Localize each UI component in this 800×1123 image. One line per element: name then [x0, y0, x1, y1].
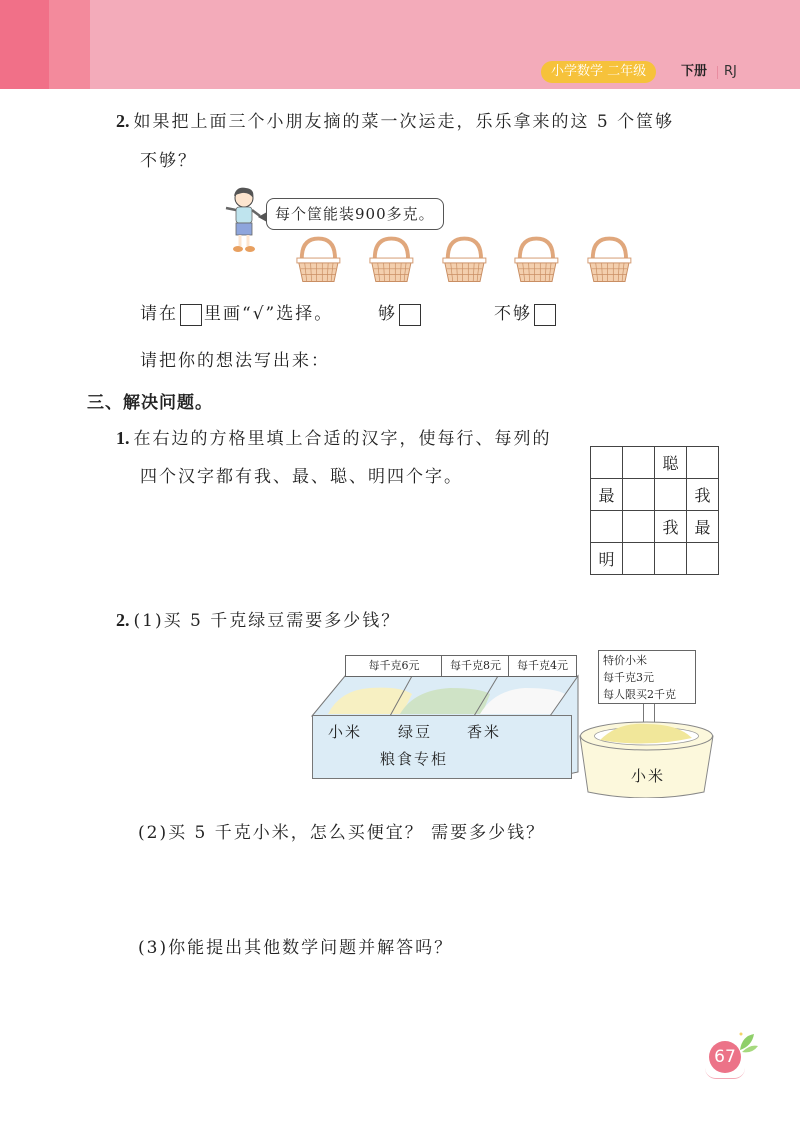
header-divider	[717, 66, 718, 79]
grid-cell[interactable]	[591, 447, 623, 479]
question-number: 2.	[116, 111, 130, 131]
s3-question-1-line2: 四个汉字都有我、最、聪、明四个字。	[140, 467, 463, 487]
section-title: 三、解决问题。	[87, 393, 213, 413]
basket-icon	[585, 236, 634, 284]
question-text: (1)买 5 千克绿豆需要多少钱？	[133, 611, 401, 631]
s3-question-1-line1	[116, 427, 552, 450]
question-2-line2: 不够？	[140, 151, 197, 171]
page-number: 67	[709, 1041, 741, 1073]
edition-label: RJ	[724, 64, 737, 79]
subject-grade-badge: 小学数学 二年级	[541, 61, 656, 83]
grid-cell[interactable]	[655, 479, 687, 511]
question-2-line1	[116, 110, 674, 133]
grid-cell[interactable]: 明	[591, 543, 623, 575]
character-grid	[590, 446, 719, 575]
basket-icon	[294, 236, 343, 284]
grid-cell[interactable]: 聪	[655, 447, 687, 479]
example-box	[180, 304, 202, 326]
bin-label-millet: 小米	[328, 723, 363, 741]
grid-cell[interactable]	[687, 447, 719, 479]
bin-label-fragrant-rice: 香米	[467, 723, 502, 741]
question-number: 2.	[116, 610, 130, 630]
page-header	[0, 0, 800, 89]
grid-cell[interactable]	[623, 511, 655, 543]
grid-cell[interactable]	[623, 543, 655, 575]
tub-label: 小米	[631, 767, 666, 785]
page-number-underline	[705, 1068, 745, 1079]
s3-question-2-part3: (3)你能提出其他数学问题并解答吗？	[138, 938, 454, 958]
basket-icon	[440, 236, 489, 284]
volume-label: 下册	[681, 64, 708, 79]
grid-cell[interactable]	[623, 479, 655, 511]
enough-checkbox[interactable]	[399, 304, 421, 326]
grid-cell[interactable]: 最	[591, 479, 623, 511]
not-enough-checkbox[interactable]	[534, 304, 556, 326]
counter-label: 粮食专柜	[380, 750, 449, 768]
instruction-text: 请在	[140, 304, 178, 324]
option-label: 够	[378, 304, 397, 324]
question-text: 在右边的方格里填上合适的汉字，使每行、每列的	[133, 429, 552, 449]
grid-cell[interactable]: 我	[655, 511, 687, 543]
question-number: 1.	[116, 428, 130, 448]
grid-cell[interactable]: 最	[687, 511, 719, 543]
basket-row	[294, 236, 634, 284]
header-strip-dark	[0, 0, 49, 89]
header-strip-mid	[49, 0, 90, 89]
checkbox-instruction	[140, 303, 333, 326]
speech-bubble: 每个筐能装900多克。	[266, 198, 444, 230]
question-text: 如果把上面三个小朋友摘的菜一次运走，乐乐拿来的这 5 个筐够	[133, 112, 675, 132]
grid-cell[interactable]: 我	[687, 479, 719, 511]
grid-cell[interactable]	[687, 543, 719, 575]
sign-line: 特价小米	[603, 654, 647, 667]
millet-tub-icon	[578, 720, 715, 798]
price-tag-millet: 每千克6元	[345, 655, 443, 677]
basket-icon	[367, 236, 416, 284]
option-enough	[378, 303, 423, 326]
price-tag-fragrant-rice: 每千克4元	[508, 655, 577, 677]
write-prompt: 请把你的想法写出来：	[140, 351, 330, 371]
grid-cell[interactable]	[655, 543, 687, 575]
s3-question-2-part2: (2)买 5 千克小米，怎么买便宜？ 需要多少钱？	[138, 823, 546, 843]
sign-line: 每千克3元	[603, 671, 654, 684]
bin-label-mungbean: 绿豆	[398, 723, 433, 741]
price-tag-mungbean: 每千克8元	[441, 655, 510, 677]
s3-question-2-part1	[116, 609, 400, 632]
sign-line: 每人限买2千克	[603, 688, 676, 701]
option-label: 不够	[494, 304, 532, 324]
instruction-text: 里画“√”选择。	[204, 304, 334, 324]
basket-icon	[512, 236, 561, 284]
grid-cell[interactable]	[623, 447, 655, 479]
option-not-enough	[494, 303, 558, 326]
grid-cell[interactable]	[591, 511, 623, 543]
special-offer-sign	[598, 650, 696, 704]
